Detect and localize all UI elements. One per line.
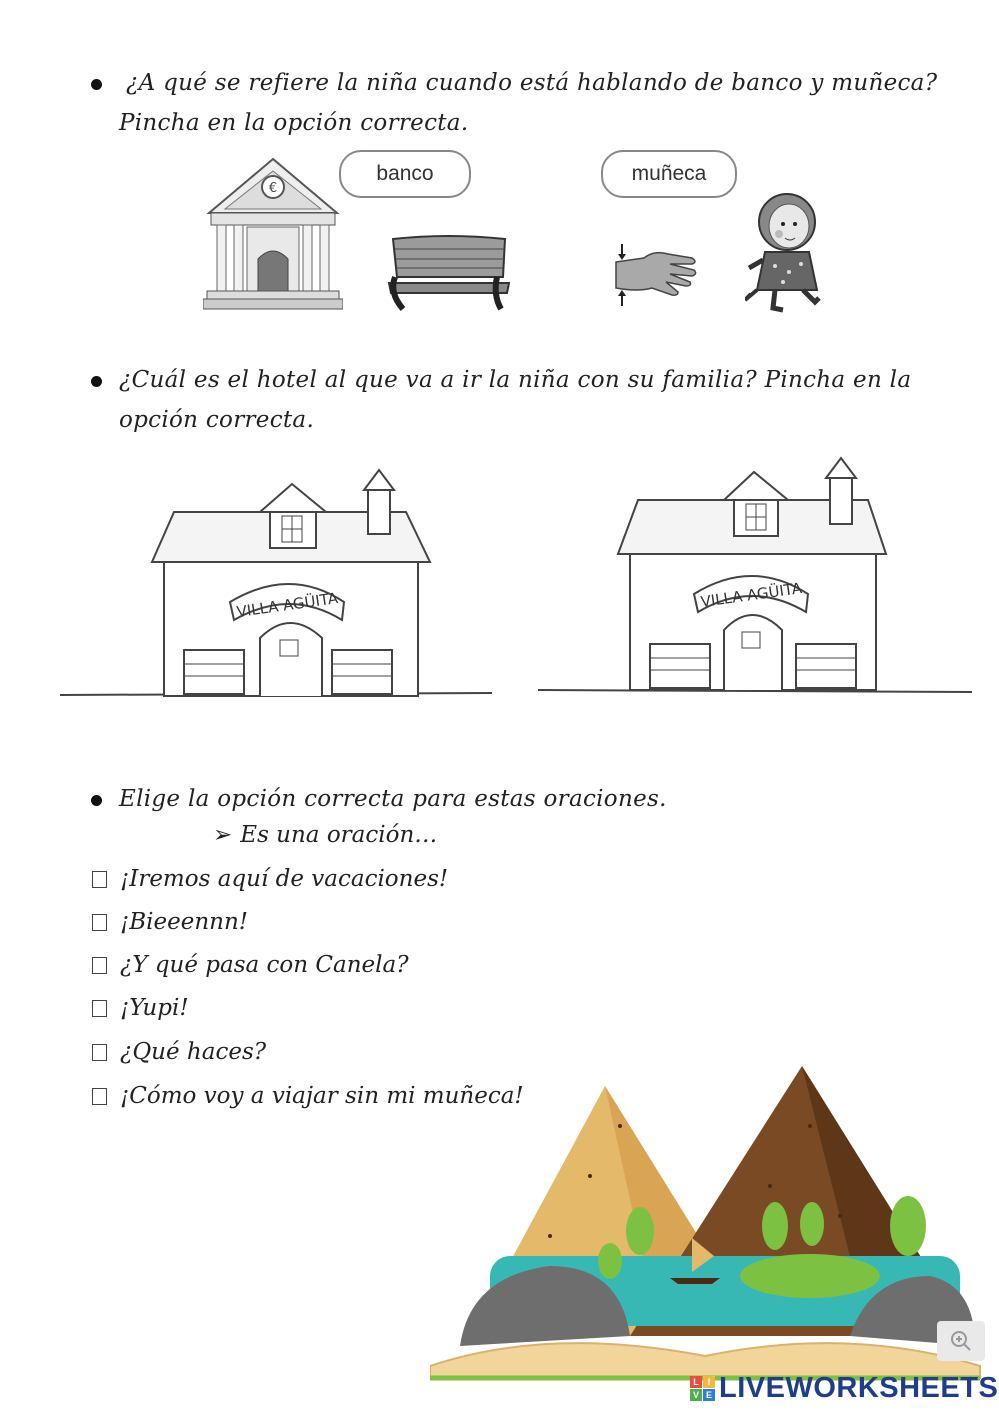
option-text-2: ¡Bieeennn! <box>120 909 249 935</box>
hotel-left-illustration <box>60 462 492 698</box>
doll-icon <box>745 192 825 316</box>
brand-name: LIVEWORKSHEETS <box>719 1372 999 1404</box>
hotel-right-sign: VILLA AGÜITA <box>699 579 804 612</box>
zoom-in-icon <box>950 1330 972 1352</box>
option-bank-building[interactable] <box>203 155 343 313</box>
option-text-1: ¡Iremos aquí de vacaciones! <box>120 866 449 892</box>
option-text-3: ¿Y qué pasa con Canela? <box>120 952 409 978</box>
hotel-left-sign: VILLA AGÜITA <box>235 589 340 622</box>
option-row-3[interactable] <box>92 952 409 978</box>
hand-wrist-icon <box>608 240 700 310</box>
option-row-1[interactable] <box>92 866 448 892</box>
option-row-5[interactable] <box>92 1039 266 1065</box>
bullet-q1 <box>91 79 102 90</box>
word-muneca-label: muñeca <box>601 150 737 198</box>
option-text-5: ¿Qué haces? <box>120 1039 267 1065</box>
checkbox-6[interactable] <box>92 1088 107 1105</box>
hotel-right-illustration <box>538 454 972 696</box>
bullet-q2 <box>91 376 102 387</box>
landscape-book-illustration <box>430 1066 990 1386</box>
word-banco-label: banco <box>339 150 471 198</box>
q3-prompt-row <box>213 822 437 848</box>
option-text-4: ¡Yupi! <box>120 995 189 1021</box>
option-row-2[interactable] <box>92 909 248 935</box>
bench-icon <box>383 233 513 313</box>
q3-prompt: Es una oración… <box>240 822 438 848</box>
q2-line1: ¿Cuál es el hotel al que va a ir la niña con su familia? Pincha en la <box>119 367 912 393</box>
arrow-bullet-icon: ➢ <box>213 822 233 848</box>
option-row-4[interactable] <box>92 995 189 1021</box>
bank-building-icon <box>203 155 343 313</box>
liveworksheets-logo[interactable] <box>690 1372 998 1405</box>
live-badge-icon: L I V E <box>690 1376 715 1401</box>
bullet-q3 <box>91 795 102 806</box>
option-doll[interactable] <box>745 192 825 316</box>
checkbox-3[interactable] <box>92 957 107 974</box>
q3-line1: Elige la opción correcta para estas oraciones. <box>119 786 667 812</box>
q2-line2: opción correcta. <box>119 407 315 433</box>
q1-line1: ¿A qué se refiere la niña cuando está hablando de banco y muñeca? <box>126 70 938 96</box>
svg-text:€: € <box>268 181 278 196</box>
q1-line2: Pincha en la opción correcta. <box>119 110 469 136</box>
option-park-bench[interactable] <box>383 233 513 313</box>
option-hotel-right[interactable] <box>538 454 972 696</box>
option-hotel-left[interactable] <box>60 462 492 698</box>
checkbox-4[interactable] <box>92 1000 107 1017</box>
option-text-6: ¡Cómo voy a viajar sin mi muñeca! <box>120 1083 524 1109</box>
checkbox-1[interactable] <box>92 871 107 888</box>
zoom-button[interactable] <box>937 1321 985 1361</box>
checkbox-2[interactable] <box>92 914 107 931</box>
option-wrist[interactable] <box>608 240 700 310</box>
checkbox-5[interactable] <box>92 1044 107 1061</box>
